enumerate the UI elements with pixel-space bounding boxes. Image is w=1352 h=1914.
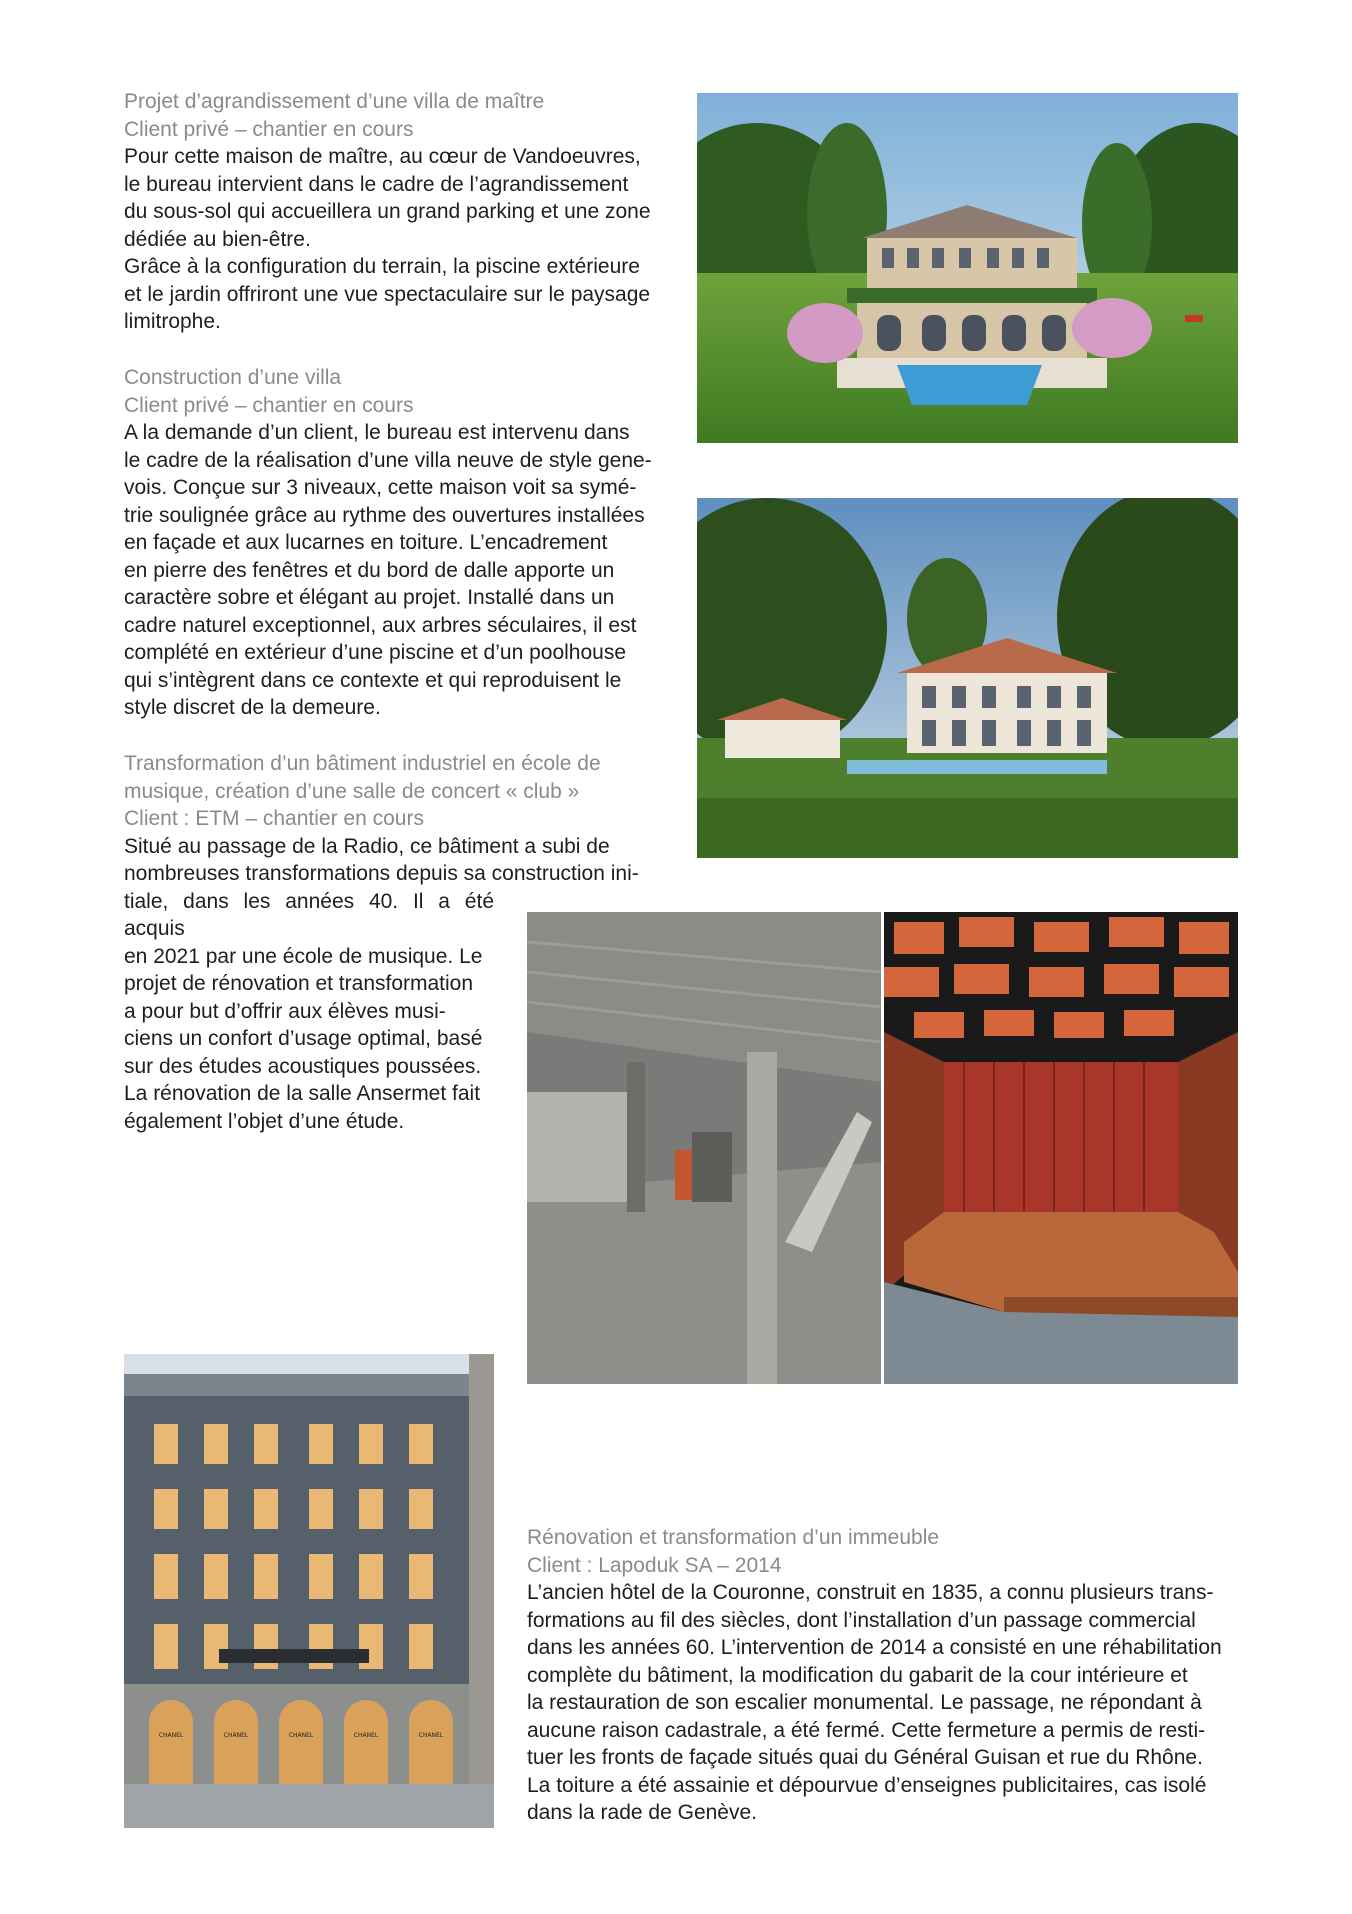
project-new-villa — [124, 364, 664, 722]
industrial-interior-photo — [527, 912, 881, 1384]
storefront-sign: CHANEL — [353, 1732, 379, 1739]
project-building-renovation — [527, 1524, 1235, 1827]
building-facade-photo — [124, 1354, 494, 1828]
project-title: Projet d’agrandissement d’une villa de maître Client privé – chantier en cours — [124, 90, 545, 141]
storefront-sign: CHANEL — [288, 1732, 314, 1739]
project-description: Pour cette maison de maître, au cœur de Vandoeuvres, le bureau intervient dans le cadre de l’agrandissement du sous-sol qui accueillera un grand parking et une zone dédiée au bien-être. Grâce à la configuration du terrain, la piscine extérieure et le jardin offriront une vue spectaculaire sur le paysage limitrophe. — [124, 145, 651, 333]
project-description: L’ancien hôtel de la Couronne, construit en 1835, a connu plusieurs trans- formations au fil des siècles, dont l’installation d’un passage commercial dans les années 60. L’intervention de 2014 a consisté en une réhabilitation complète du bâtiment, la modification du gabarit de la cour intérieure et la restauration de son escalier monumental. Le passage, ne répondant à aucune raison cadastrale, a été fermé. Cette fermeture a permis de resti- tuer les fronts de façade situés quai du Général Guisan et rue du Rhône. La toiture a été assainie et dépourvue d’enseignes publicitaires, cas isolé dans la rade de Genève. — [527, 1581, 1222, 1824]
storefront-sign: CHANEL — [223, 1732, 249, 1739]
project-title: Construction d’une villa Client privé – chantier en cours — [124, 366, 414, 417]
storefront-sign: CHANEL — [158, 1732, 184, 1739]
concert-hall-photo — [884, 912, 1238, 1384]
project-description: A la demande d’un client, le bureau est intervenu dans le cadre de la réalisation d’une villa neuve de style gene- vois. Conçue sur 3 niveaux, cette maison voit sa symé- trie soulignée grâce au rythme des ouvertures installées en façade et aux lucarnes en toiture. L’encadrement en pierre des fenêtres et du bord de dalle apporte un caractère sobre et élégant au projet. Installé dans un cadre naturel exceptionnel, aux arbres séculaires, il est complété en extérieur d’une piscine et d’un poolhouse qui s’intègrent dans ce contexte et qui reproduisent le style discret de la demeure. — [124, 421, 652, 719]
project-title: Transformation d’un bâtiment industriel en école de musique, création d’une salle de concert « club » Client : ETM – chantier en cours — [124, 752, 601, 830]
storefront-signs — [124, 1732, 469, 1742]
new-villa-photo — [697, 498, 1238, 858]
project-villa-extension — [124, 88, 664, 336]
project-title: Rénovation et transformation d’un immeuble Client : Lapoduk SA – 2014 — [527, 1526, 940, 1577]
villa-extension-photo — [697, 93, 1238, 443]
project-description: Situé au passage de la Radio, ce bâtiment a subi de nombreuses transformations depuis sa construction ini- tiale, dans les années 40. Il a été acquis en 2021 par une école de musique. Le projet de rénovation et transformation a pour but d’offrir aux élèves musi- ciens un confort d’usage optimal, basé sur des études acoustiques poussées. La rénovation de la salle Ansermet fait également l’objet d’une étude. — [124, 834, 639, 1133]
storefront-sign: CHANEL — [418, 1732, 444, 1739]
